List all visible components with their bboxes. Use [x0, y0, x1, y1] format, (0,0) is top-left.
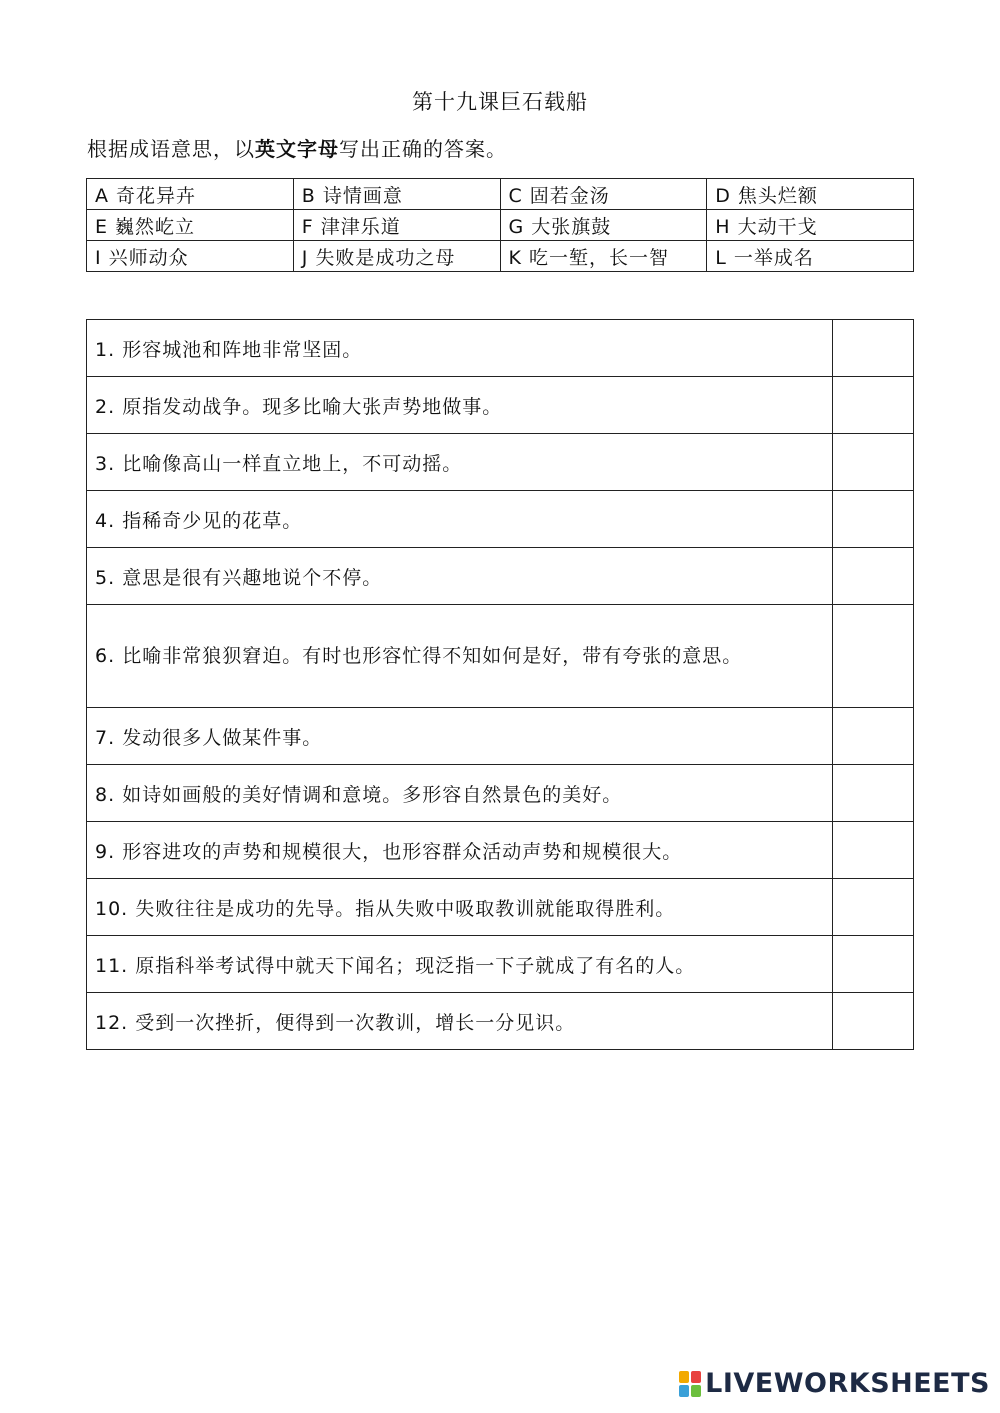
question-cell [87, 491, 833, 548]
question-text: 原指科举考试得中就天下闻名；现泛指一下子就成了有名的人。 [135, 954, 696, 977]
question-cell [87, 377, 833, 434]
answer-box[interactable] [833, 765, 914, 822]
question-cell [87, 320, 833, 377]
answer-box[interactable] [833, 879, 914, 936]
question-cell [87, 936, 833, 993]
instruction-text-end: 写出正确的答案。 [339, 137, 507, 161]
question-row [87, 605, 914, 708]
question-cell [87, 879, 833, 936]
instruction-text: 根据成语意思，以 [87, 137, 255, 161]
question-text: 如诗如画般的美好情调和意境。多形容自然景色的美好。 [122, 783, 623, 806]
question-row [87, 879, 914, 936]
question-number: 12. [95, 1011, 129, 1034]
question-number: 2. [95, 395, 116, 418]
question-cell [87, 822, 833, 879]
options-row [87, 179, 914, 210]
question-row [87, 548, 914, 605]
answer-box[interactable] [833, 993, 914, 1050]
question-row [87, 936, 914, 993]
liveworksheets-watermark [679, 1368, 990, 1399]
question-text: 失败往往是成功的先导。指从失败中吸取教训就能取得胜利。 [135, 897, 676, 920]
question-cell [87, 605, 833, 708]
question-number: 11. [95, 954, 129, 977]
option-cell: G 大张旗鼓 [500, 210, 707, 241]
answer-box[interactable] [833, 377, 914, 434]
question-number: 10. [95, 897, 129, 920]
answer-box[interactable] [833, 708, 914, 765]
question-text: 原指发动战争。现多比喻大张声势地做事。 [122, 395, 503, 418]
question-text: 指稀奇少见的花草。 [122, 509, 303, 532]
question-text: 受到一次挫折，便得到一次教训，增长一分见识。 [135, 1011, 576, 1034]
question-number: 3. [95, 452, 116, 475]
question-number: 7. [95, 726, 116, 749]
option-cell: E 巍然屹立 [87, 210, 294, 241]
question-number: 9. [95, 840, 116, 863]
option-cell: D 焦头烂额 [707, 179, 914, 210]
question-text: 比喻非常狼狈窘迫。有时也形容忙得不知如何是好，带有夸张的意思。 [122, 645, 743, 667]
question-number: 5. [95, 566, 116, 589]
option-cell: B 诗情画意 [293, 179, 500, 210]
question-text: 发动很多人做某件事。 [122, 726, 323, 749]
question-number: 4. [95, 509, 116, 532]
question-cell [87, 993, 833, 1050]
question-cell [87, 548, 833, 605]
question-row [87, 377, 914, 434]
page-title: 第十九课巨石载船 [412, 90, 588, 114]
question-text: 比喻像高山一样直立地上，不可动摇。 [122, 452, 463, 475]
option-cell: I 兴师动众 [87, 241, 294, 272]
options-row [87, 210, 914, 241]
question-text: 意思是很有兴趣地说个不停。 [122, 566, 383, 589]
idiom-options-table [86, 178, 914, 272]
option-cell: C 固若金汤 [500, 179, 707, 210]
answer-box[interactable] [833, 605, 914, 708]
watermark-text: LIVEWORKSHEETS [705, 1368, 990, 1399]
question-number: 6. [95, 645, 116, 667]
question-row [87, 434, 914, 491]
question-row [87, 993, 914, 1050]
answer-box[interactable] [833, 548, 914, 605]
question-cell [87, 434, 833, 491]
option-cell: F 津津乐道 [293, 210, 500, 241]
question-number: 8. [95, 783, 116, 806]
questions-table [86, 319, 914, 1050]
question-text: 形容城池和阵地非常坚固。 [122, 338, 363, 361]
question-cell [87, 708, 833, 765]
option-cell: L 一举成名 [707, 241, 914, 272]
liveworksheets-logo-icon [679, 1371, 701, 1397]
question-number: 1. [95, 338, 116, 361]
question-row [87, 320, 914, 377]
question-row [87, 491, 914, 548]
question-row [87, 708, 914, 765]
answer-box[interactable] [833, 936, 914, 993]
answer-box[interactable] [833, 822, 914, 879]
option-cell: J 失败是成功之母 [293, 241, 500, 272]
options-row [87, 241, 914, 272]
answer-box[interactable] [833, 320, 914, 377]
instruction-emphasis: 英文字母 [255, 137, 339, 161]
question-row [87, 765, 914, 822]
option-cell: A 奇花异卉 [87, 179, 294, 210]
option-cell: H 大动干戈 [707, 210, 914, 241]
question-cell [87, 765, 833, 822]
question-text: 形容进攻的声势和规模很大，也形容群众活动声势和规模很大。 [122, 840, 683, 863]
option-cell: K 吃一堑，长一智 [500, 241, 707, 272]
answer-box[interactable] [833, 434, 914, 491]
instruction [87, 133, 507, 162]
answer-box[interactable] [833, 491, 914, 548]
question-row [87, 822, 914, 879]
